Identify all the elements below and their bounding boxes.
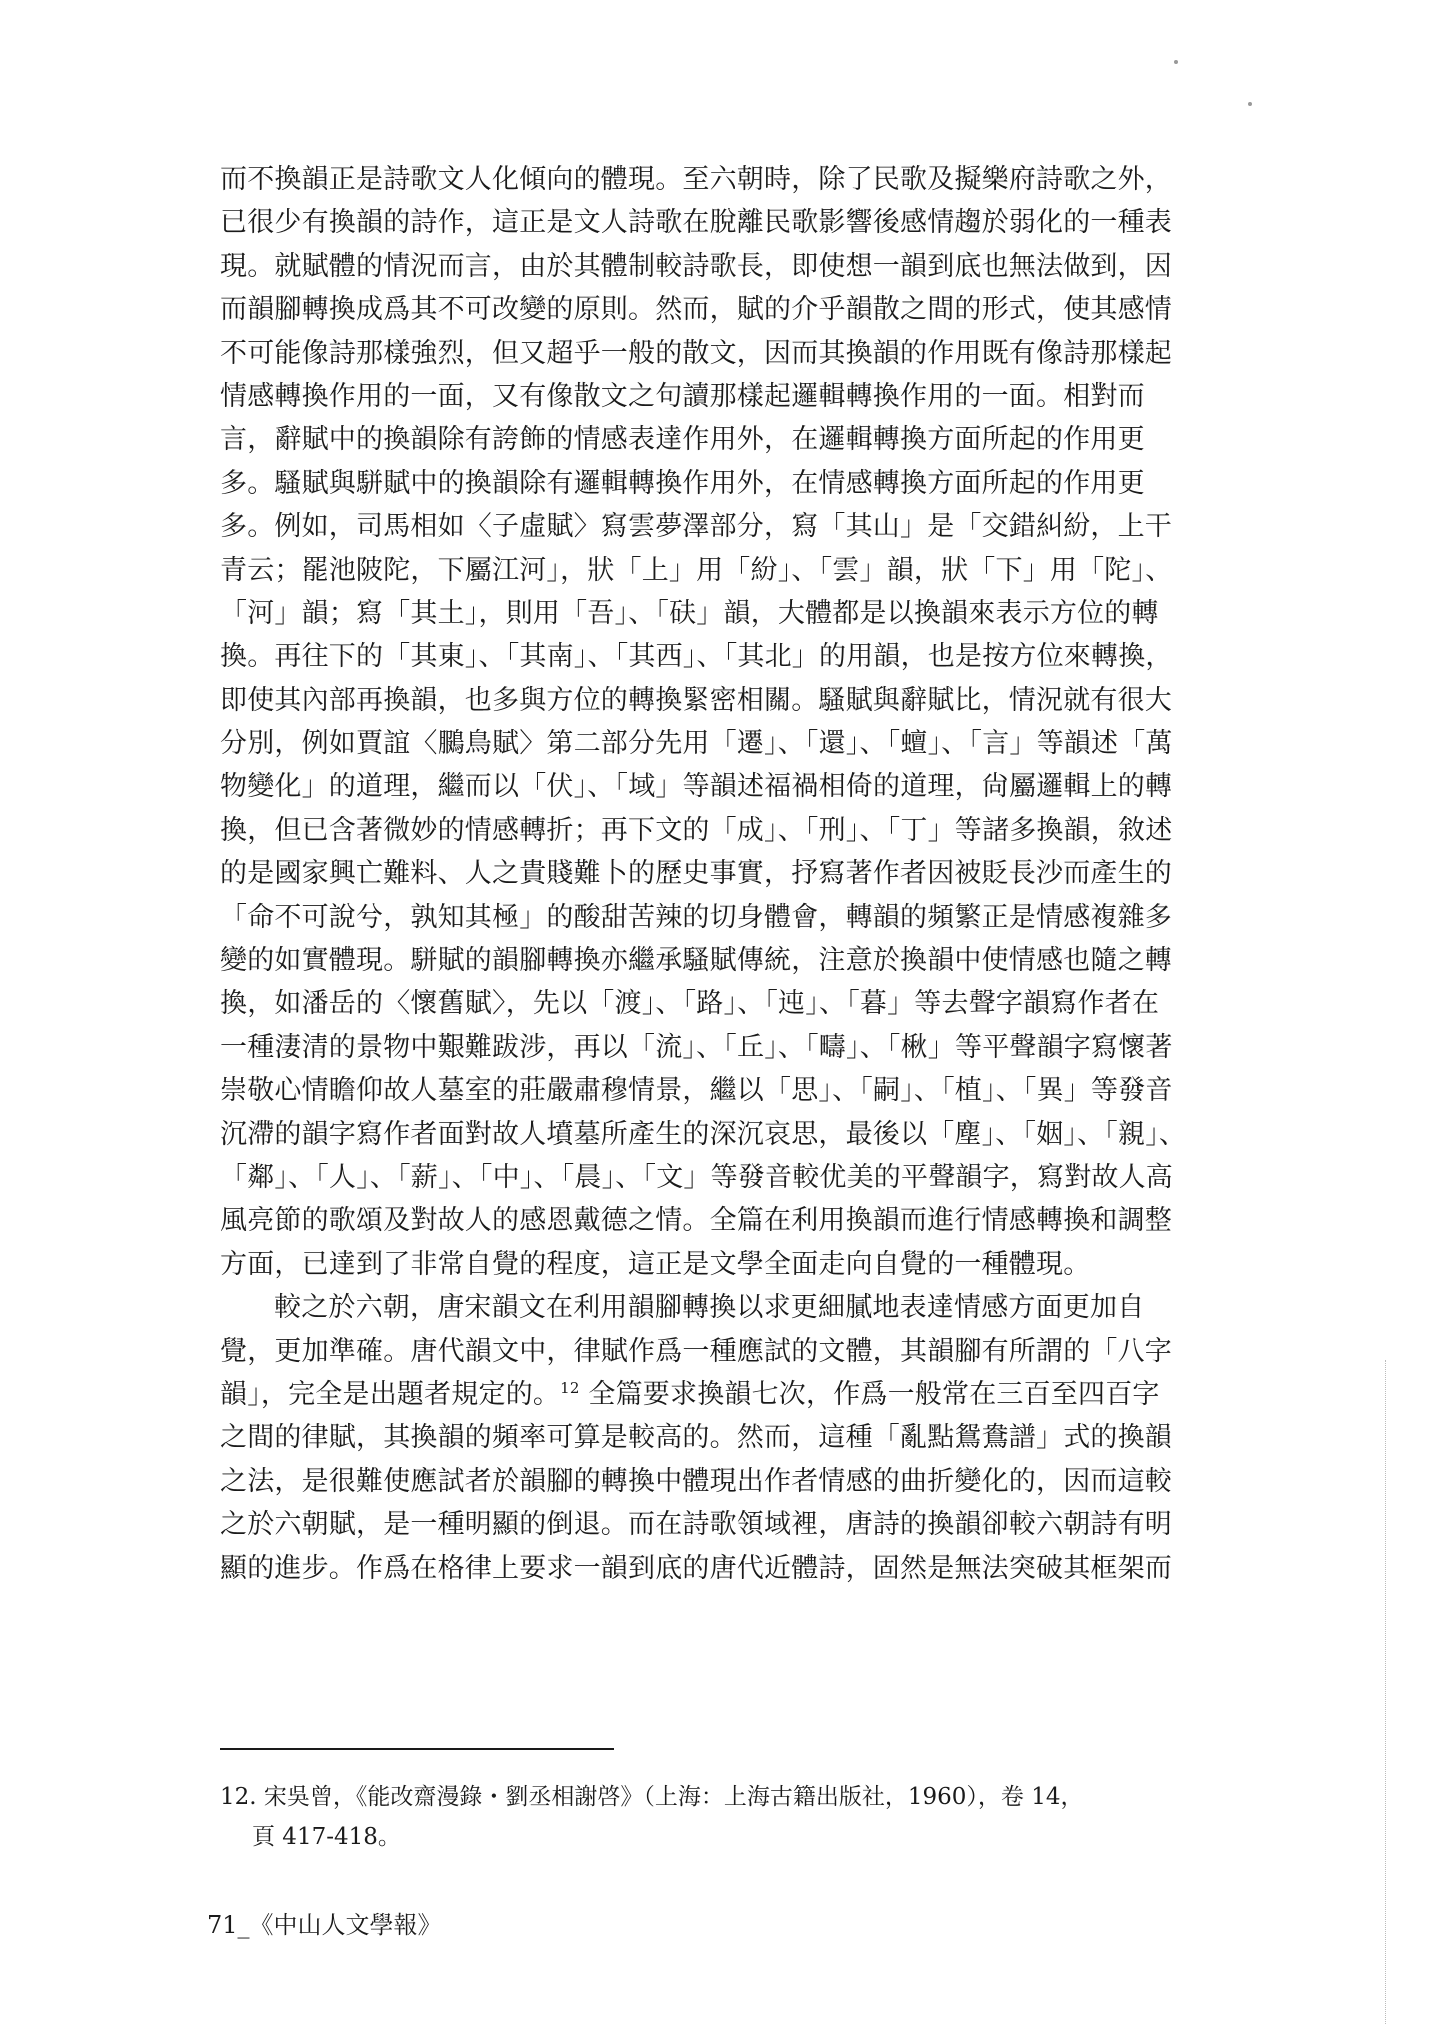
footnote-reference[interactable]: 12 [560, 1378, 580, 1397]
text-line: 現。就賦體的情況而言，由於其體制較詩歌長，即使想一韻到底也無法做到，因 [220, 250, 1172, 282]
text-line: 之法，是很難使應試者於韻腳的轉換中體現出作者情感的曲折變化的，因而這較 [220, 1465, 1172, 1497]
text-line: 已很少有換韻的詩作，這正是文人詩歌在脫離民歌影響後感情趨於弱化的一種表 [220, 207, 1172, 239]
text-line: 即使其內部再換韻，也多與方位的轉換緊密相關。騷賦與辭賦比，情況就有很大 [220, 684, 1172, 716]
text-line: 換，如潘岳的〈懷舊賦〉，先以「渡」、「路」、「迍」、「暮」等去聲字韻寫作者在 [220, 988, 1160, 1020]
text-line: 分別，例如賈誼〈鵩鳥賦〉第二部分先用「遷」、「還」、「蟺」、「言」等韻述「萬 [220, 728, 1173, 760]
text-line: 覺，更加準確。唐代韻文中，律賦作爲一種應試的文體，其韻腳有所謂的「八字 [220, 1335, 1172, 1367]
text-line: 「命不可說兮，孰知其極」的酸甜苦辣的切身體會，轉韻的頻繁正是情感複雜多 [220, 901, 1172, 933]
text-line: 青云；罷池陂陀，下屬江河」，狀「上」用「紛」、「雲」韻，狀「下」用「陀」、 [220, 554, 1173, 586]
text-line: 崇敬心情瞻仰故人墓室的莊嚴肅穆情景，繼以「思」、「嗣」、「植」、「異」等發音 [220, 1075, 1173, 1107]
text-line: 方面，已達到了非常自覺的程度，這正是文學全面走向自覺的一種體現。 [220, 1248, 1091, 1280]
text-line: 而不換韻正是詩歌文人化傾向的體現。至六朝時，除了民歌及擬樂府詩歌之外， [220, 164, 1172, 195]
text-line: 沉滯的韻字寫作者面對故人墳墓所產生的深沉哀思，最後以「塵」、「姻」、「親」、 [220, 1118, 1187, 1150]
text-line: 一種淒清的景物中艱難跋涉，再以「流」、「丘」、「疇」、「楸」等平聲韻字寫懷著 [220, 1031, 1173, 1063]
text-line: 顯的進步。作爲在格律上要求一韻到底的唐代近體詩，固然是無法突破其框架而 [220, 1552, 1172, 1584]
text-segment: 韻」，完全是出題者規定的。 [220, 1378, 561, 1410]
text-line: 不可能像詩那樣強烈，但又超乎一般的散文，因而其換韻的作用既有像詩那樣起 [220, 337, 1172, 369]
body-text [220, 158, 1210, 1590]
text-line: 之間的律賦，其換韻的頻率可算是較高的。然而，這種「亂點鴛鴦譜」式的換韻 [220, 1422, 1172, 1454]
text-segment: 全篇要求換韻七次，作爲一般常在三百至四百字 [588, 1378, 1160, 1410]
text-line: 變的如實體現。駢賦的韻腳轉換亦繼承騷賦傳統，注意於換韻中使情感也隨之轉 [220, 945, 1172, 977]
scan-speck [1248, 102, 1252, 106]
text-line: 多。例如，司馬相如〈子虛賦〉寫雲夢澤部分，寫「其山」是「交錯糾紛，上干 [220, 511, 1172, 543]
text-line: 言，辭賦中的換韻除有誇飾的情感表達作用外，在邏輯轉換方面所起的作用更 [220, 424, 1145, 456]
journal-title: _《中山人文學報》 [237, 1911, 442, 1939]
footnote-line: 12. 宋吳曾，《能改齋漫錄・劉丞相謝啓》（上海：上海古籍出版社，1960），卷 14， [220, 1784, 1084, 1810]
page-footer [207, 1905, 442, 1940]
text-line-with-footnote [220, 1373, 1210, 1416]
footnote-line: 頁 417-418。 [252, 1824, 401, 1850]
scan-speck [1174, 60, 1178, 64]
page-number: 71 [207, 1911, 238, 1939]
text-line: 「鄰」、「人」、「薪」、「中」、「晨」、「文」等發音較优美的平聲韻字，寫對故人高 [220, 1161, 1173, 1193]
text-line: 而韻腳轉換成爲其不可改變的原則。然而，賦的介乎韻散之間的形式，使其感情 [220, 294, 1172, 326]
paragraph-start-line: 較之於六朝，唐宋韻文在利用韻腳轉換以求更細膩地表達情感方面更加自 [274, 1292, 1145, 1324]
text-line: 多。騷賦與駢賦中的換韻除有邏輯轉換作用外，在情感轉換方面所起的作用更 [220, 467, 1145, 499]
text-line: 風亮節的歌頌及對故人的感恩戴德之情。全篇在利用換韻而進行情感轉換和調整 [220, 1205, 1172, 1237]
text-line: 情感轉換作用的一面，又有像散文之句讀那樣起邏輯轉換作用的一面。相對而 [220, 380, 1145, 412]
text-line: 換，但已含著微妙的情感轉折；再下文的「成」、「刑」、「丁」等諸多換韻，敘述 [220, 814, 1173, 846]
footnote [220, 1777, 1210, 1857]
text-line: 「河」韻；寫「其土」，則用「吾」、「砆」韻，大體都是以換韻來表示方位的轉 [220, 597, 1159, 629]
text-line: 的是國家興亡難料、人之貴賤難卜的歷史事實，抒寫著作者因被貶長沙而產生的 [220, 858, 1172, 890]
footnote-divider [220, 1748, 614, 1750]
text-line: 物變化」的道理，繼而以「伏」、「域」等韻述福禍相倚的道理，尙屬邏輯上的轉 [220, 771, 1173, 803]
scan-edge-mark [1385, 1360, 1386, 2024]
text-line: 之於六朝賦，是一種明顯的倒退。而在詩歌領域裡，唐詩的換韻卻較六朝詩有明 [220, 1509, 1172, 1541]
text-line: 換。再往下的「其東」、「其南」、「其西」、「其北」的用韻，也是按方位來轉換， [220, 641, 1173, 673]
